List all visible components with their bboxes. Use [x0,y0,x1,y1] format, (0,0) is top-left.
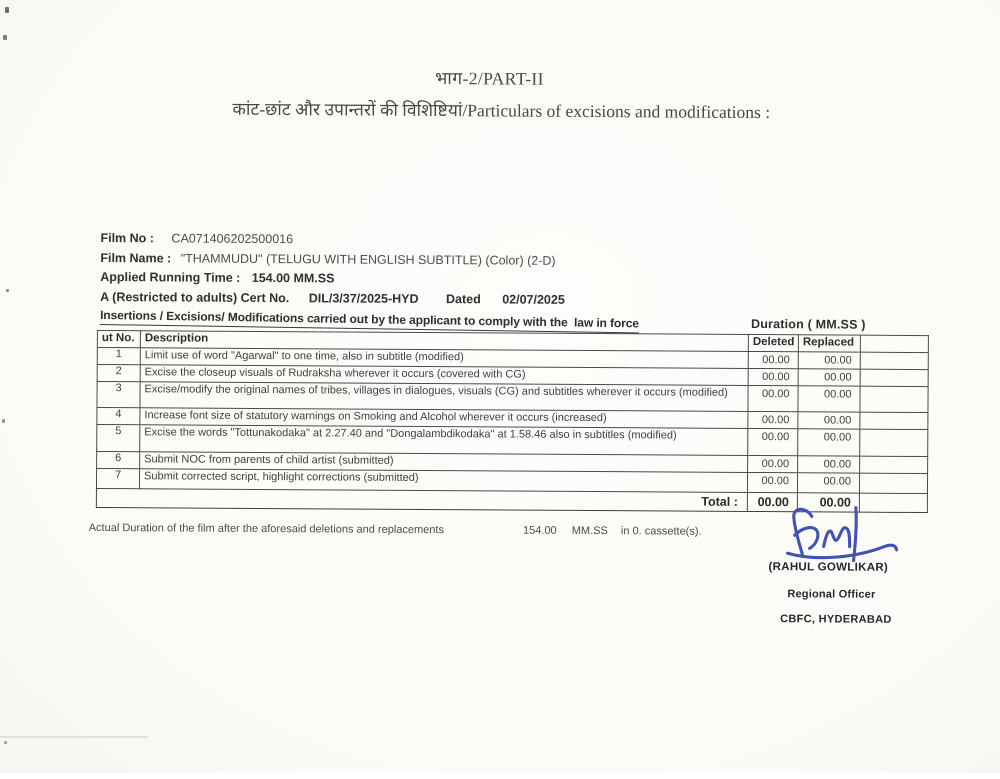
blank-cell [860,386,928,412]
scan-speck [5,7,9,13]
deleted-duration: 00.00 [748,385,798,411]
col-header-description: Description [140,331,748,352]
cut-description: Limit use of word "Agarwal" to one time, also in subtitle (modified) [140,348,748,369]
cut-description: Submit corrected script, highlight corrections (submitted) [139,469,747,493]
actual-duration-line [89,522,702,538]
film-name-label: Film Name : [100,250,172,265]
cut-no: 5 [97,424,140,451]
deleted-duration: 00.00 [748,411,798,428]
film-name-value: "THAMMUDU" (TELUGU WITH ENGLISH SUBTITLE) (Color) (2-D) [180,250,556,268]
blank-cell [860,412,928,429]
cert-label: A (Restricted to adults) Cert No. [100,289,290,305]
col-header-deleted: Deleted [748,334,798,351]
signatory-designation: Regional Officer [787,588,876,601]
cut-no: 1 [97,347,140,364]
replaced-duration: 00.00 [798,352,860,369]
film-no-label: Film No : [100,231,155,246]
replaced-duration: 00.00 [797,473,859,493]
running-time-value: 154.00 MM.SS [251,270,335,286]
cut-no: 2 [97,364,140,381]
scan-speck [6,289,9,292]
cut-no: 3 [97,381,140,407]
blank-cell [860,352,928,369]
blank-cell [860,429,928,456]
scan-speck [2,419,5,423]
replaced-duration: 00.00 [798,412,860,429]
cut-no: 4 [97,407,140,424]
deleted-duration: 00.00 [748,351,798,368]
cut-description: Excise/modify the original names of tribes, villages in dialogues, visuals (CG) and subtitles wherever it occurs (modified) [140,382,748,412]
total-deleted: 00.00 [747,492,797,511]
page-subtitle: कांट-छांट और उपान्तरों की विशिष्टियां/Particulars of excisions and modifications : [232,98,771,123]
actual-duration-unit: MM.SS [571,524,608,538]
dated-label: Dated [445,291,481,306]
film-info-block [100,231,565,312]
cert-no-value: DIL/3/37/2025-HYD [308,290,419,306]
cut-no: 7 [96,468,139,488]
deleted-duration: 00.00 [747,472,797,492]
film-no-value: CA071406202500016 [171,231,294,247]
duration-column-group-header: Duration ( MM.SS ) [750,316,866,332]
cut-description: Increase font size of statutory warnings on Smoking and Alcohol wherever it occurs (increased) [140,408,748,429]
film-name-line [100,251,565,268]
excisions-table [96,330,929,513]
page-title: भाग-2/PART-II [434,68,544,89]
table-heading: Insertions / Excisions/ Modifications carried out by the applicant to comply with the law in force [100,308,639,333]
cut-no: 6 [97,451,140,468]
blank-cell [860,369,928,386]
deleted-duration: 00.00 [748,368,798,385]
total-replaced: 00.00 [797,493,859,512]
cut-description: Excise the words "Tottunakodaka" at 2.27.40 and "Dongalambdikodaka" at 1.58.46 also in subtitles (modified) [140,425,748,456]
certificate-line [100,290,565,307]
replaced-duration: 00.00 [798,369,860,386]
col-header-cut-no: ut No. [97,330,140,347]
replaced-duration: 00.00 [798,386,860,412]
deleted-duration: 00.00 [748,428,798,455]
film-no-line [100,231,565,248]
col-header-replaced: Replaced [798,335,860,352]
blank-cell [859,473,927,493]
col-header-blank [860,335,928,352]
dated-value: 02/07/2025 [502,291,565,307]
actual-duration-value: 154.00 [523,524,557,537]
signature-ink [781,503,916,570]
scan-speck [3,35,7,40]
cassette-count-text: in 0. cassette(s). [620,525,702,538]
replaced-duration: 00.00 [798,429,860,456]
blank-cell [860,456,928,473]
actual-duration-label: Actual Duration of the film after the aforesaid deletions and replacements [88,521,445,537]
running-time-label: Applied Running Time : [100,270,241,285]
running-time-line [100,270,565,287]
signatory-name: (RAHUL GOWLIKAR) [768,561,889,574]
replaced-duration: 00.00 [798,456,860,473]
scan-speck [4,741,7,744]
deleted-duration: 00.00 [748,455,798,472]
cut-description: Excise the closeup visuals of Rudraksha wherever it occurs (covered with CG) [140,365,748,386]
total-label: Total : [96,488,747,511]
cut-description: Submit NOC from parents of child artist (submitted) [140,452,748,473]
scan-edge-line [0,736,148,738]
signatory-office: CBFC, HYDERABAD [780,613,892,626]
